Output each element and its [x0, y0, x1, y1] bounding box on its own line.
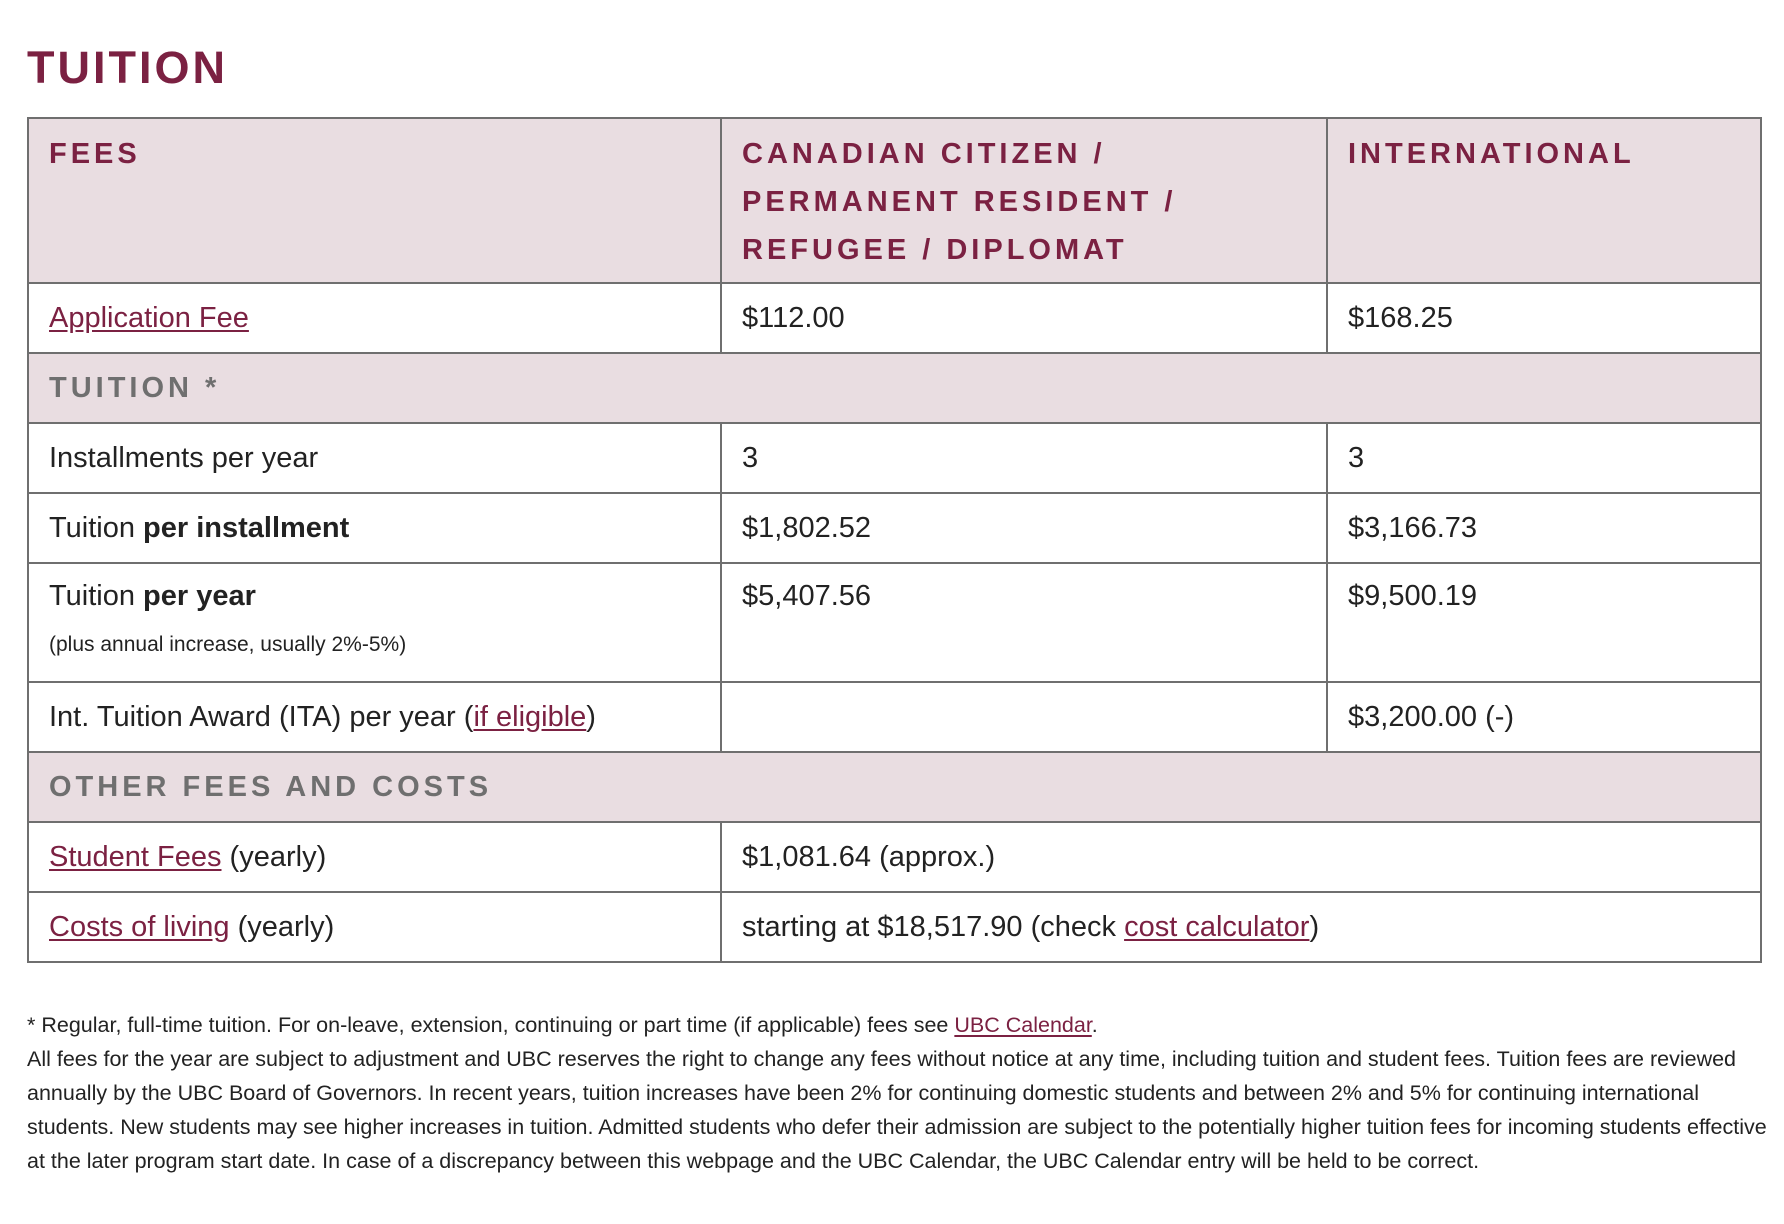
group-label-other-fees: OTHER FEES AND COSTS — [28, 752, 1761, 822]
tuition-fees-table — [27, 117, 1762, 963]
domestic-value: $5,407.56 — [721, 563, 1327, 682]
domestic-value: $1,802.52 — [721, 493, 1327, 563]
section-title: TUITION — [27, 42, 228, 93]
table-group-tuition — [28, 353, 1761, 423]
domestic-value: 3 — [721, 423, 1327, 493]
row-label: Installments per year — [28, 423, 721, 493]
costs-of-living-link[interactable]: Costs of living — [49, 910, 230, 943]
footnote-suffix: . — [1091, 1013, 1098, 1037]
domestic-value — [721, 682, 1327, 752]
row-label-bold: per installment — [143, 511, 350, 544]
row-label-suffix: ) — [586, 700, 596, 733]
footnote-line-1 — [27, 1008, 1767, 1042]
international-value: $3,166.73 — [1327, 493, 1761, 563]
header-international: INTERNATIONAL — [1327, 118, 1761, 283]
table-row-per-year — [28, 563, 1761, 682]
row-label — [28, 682, 721, 752]
row-label-suffix: (yearly) — [229, 910, 335, 943]
row-label — [28, 822, 721, 892]
header-domestic: CANADIAN CITIZEN / PERMANENT RESIDENT / REFUGEE / DIPLOMAT — [721, 118, 1327, 283]
row-label-bold: per year — [143, 580, 256, 612]
row-label — [28, 892, 721, 962]
table-row-student-fees — [28, 822, 1761, 892]
row-label-prefix: Tuition — [49, 511, 144, 544]
row-label — [28, 283, 721, 353]
table-row-application-fee — [28, 283, 1761, 353]
if-eligible-link[interactable]: if eligible — [473, 700, 587, 733]
student-fees-value: $1,081.64 (approx.) — [721, 822, 1761, 892]
annual-increase-note: (plus annual increase, usually 2%-5%) — [49, 633, 407, 656]
table-header-row — [28, 118, 1761, 283]
table-row-per-installment — [28, 493, 1761, 563]
international-value: $168.25 — [1327, 283, 1761, 353]
footnote-disclaimer: All fees for the year are subject to adjustment and UBC reserves the right to change any fees without notice at any time, including tuition and student fees. Tuition fees are reviewed annually by the UBC Board of Governors. In recent years, tuition increases have been 2% for continuing domestic students and between 2% and 5% for continuing international students. New students may see higher increases in tuition. Admitted students who defer their admission are subject to the potentially higher tuition fees for incoming students effective at the later program start date. In case of a discrepancy between this webpage and the UBC Calendar, the UBC Calendar entry will be held to be correct. — [27, 1047, 1767, 1173]
row-label-prefix: Tuition — [49, 580, 144, 612]
table-row-installments — [28, 423, 1761, 493]
costs-of-living-value — [721, 892, 1761, 962]
row-label-prefix: Int. Tuition Award (ITA) per year ( — [49, 700, 474, 733]
table-row-ita — [28, 682, 1761, 752]
row-label — [28, 493, 721, 563]
domestic-value: $112.00 — [721, 283, 1327, 353]
footnote — [27, 1008, 1767, 1178]
value-prefix: starting at $18,517.90 (check — [742, 910, 1125, 943]
footnote-prefix: * Regular, full-time tuition. For on-leave, extension, continuing or part time (if applicable) fees see — [27, 1013, 955, 1037]
row-label-suffix: (yearly) — [221, 840, 327, 873]
international-value: 3 — [1327, 423, 1761, 493]
value-suffix: ) — [1309, 910, 1320, 943]
group-label-tuition: TUITION * — [28, 353, 1761, 423]
table-group-other-fees — [28, 752, 1761, 822]
international-value: $3,200.00 (-) — [1327, 682, 1761, 752]
table-row-costs-of-living — [28, 892, 1761, 962]
student-fees-link[interactable]: Student Fees — [49, 840, 222, 873]
international-value: $9,500.19 — [1327, 563, 1761, 682]
header-fees: FEES — [28, 118, 721, 283]
row-label — [28, 563, 721, 682]
cost-calculator-link[interactable]: cost calculator — [1124, 910, 1310, 943]
ubc-calendar-link[interactable]: UBC Calendar — [954, 1013, 1092, 1037]
application-fee-link[interactable]: Application Fee — [49, 301, 249, 334]
